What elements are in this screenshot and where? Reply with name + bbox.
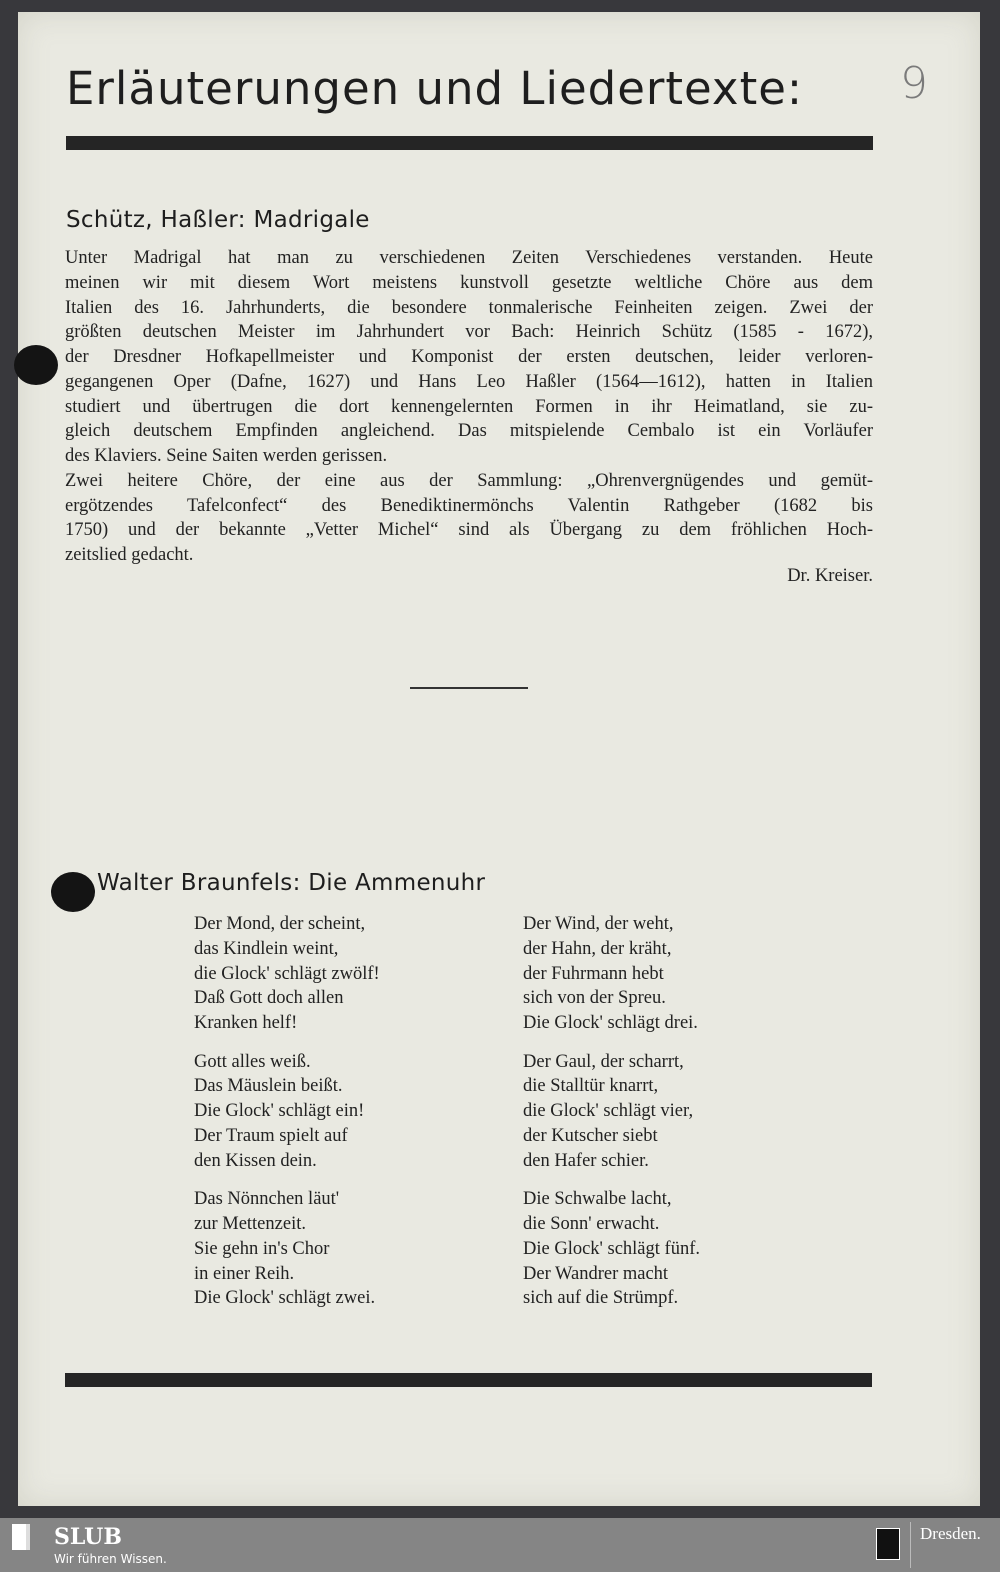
footer-bar: [0, 1518, 1000, 1572]
paragraph-line: Zwei heitere Chöre, der eine aus der Sammlung: „Ohrenvergnügendes und gemüt-: [65, 470, 873, 491]
verse-line: sich auf die Strümpf.: [523, 1288, 679, 1309]
verse-line: sich von der Spreu.: [523, 988, 666, 1009]
verse-line: den Kissen dein.: [194, 1150, 317, 1171]
punch-hole: [14, 345, 58, 385]
paragraph-line: gegangenen Oper (Dafne, 1627) und Hans Leo Haßler (1564—1612), hatten in Italien: [65, 371, 873, 392]
page-number: 9: [900, 58, 928, 109]
paragraph-line: des Klaviers. Seine Saiten werden gerissen.: [65, 446, 388, 466]
verse-line: die Stalltür knarrt,: [523, 1076, 659, 1097]
madrigale-paragraph: [65, 246, 873, 568]
paragraph-line: der Dresdner Hofkapellmeister und Komponist der ersten deutschen, leider verloren-: [65, 347, 873, 367]
poem-column-left: [194, 912, 380, 1325]
coat-of-arms-icon: [876, 1528, 900, 1560]
verse-line: der Hahn, der kräht,: [523, 938, 672, 959]
stanza: [523, 912, 700, 1036]
verse-line: Die Glock' schlägt ein!: [194, 1101, 365, 1122]
paragraph-line: studiert und übertrugen die dort kennengelernten Formen in ihr Heimatland, sie zu-: [65, 396, 873, 417]
title-rule: [66, 136, 873, 150]
section-heading-madrigale: Schütz, Haßler: Madrigale: [66, 207, 370, 233]
page-title: Erläuterungen und Liedertexte:: [66, 62, 804, 115]
verse-line: in einer Reih.: [194, 1263, 295, 1284]
paragraph-line: meinen wir mit diesem Wort meistens kunstvoll gesetzte weltliche Chöre aus dem: [65, 272, 873, 293]
verse-line: zur Mettenzeit.: [194, 1213, 306, 1234]
stanza: [194, 1050, 380, 1174]
paragraph-line: gleich deutschem Empfinden angleichend. Das mitspielende Cembalo ist ein Vorläufer: [65, 421, 873, 442]
verse-line: Die Schwalbe lacht,: [523, 1189, 672, 1210]
section-divider: [410, 687, 528, 689]
stanza: [523, 1050, 700, 1174]
signature: Dr. Kreiser.: [787, 566, 873, 586]
paragraph-line: Unter Madrigal hat man zu verschiedenen Zeiten Verschiedenes verstanden. Heute: [65, 248, 873, 268]
bottom-rule: [65, 1373, 872, 1387]
stanza: [194, 1187, 380, 1311]
stanza: [194, 912, 380, 1036]
verse-line: der Kutscher siebt: [523, 1125, 658, 1146]
punch-hole: [51, 872, 95, 912]
paragraph-line: größten deutschen Meister im Jahrhundert vor Bach: Heinrich Schütz (1585 - 1672),: [65, 322, 873, 343]
tagline: Wir führen Wissen.: [54, 1552, 167, 1566]
verse-line: Das Mäuslein beißt.: [194, 1076, 343, 1097]
verse-line: Die Glock' schlägt zwei.: [194, 1288, 376, 1309]
verse-line: Sie gehn in's Chor: [194, 1238, 330, 1259]
verse-line: die Glock' schlägt vier,: [523, 1101, 694, 1122]
dresden-logo[interactable]: Dresden.: [920, 1524, 981, 1543]
paragraph-line: 1750) und der bekannte „Vetter Michel“ sind als Übergang zu dem fröhlichen Hoch-: [65, 520, 873, 541]
paragraph-line: zeitslied gedacht.: [65, 545, 194, 565]
verse-line: Daß Gott doch allen: [194, 988, 344, 1009]
verse-line: Der Wind, der weht,: [523, 914, 674, 934]
stanza: [523, 1187, 700, 1311]
verse-line: Der Wandrer macht: [523, 1263, 669, 1284]
divider: [910, 1522, 911, 1568]
paragraph-line: Italien des 16. Jahrhunderts, die besondere tonmalerische Feinheiten zeigen. Zwei der: [65, 297, 873, 318]
verse-line: Gott alles weiß.: [194, 1051, 311, 1072]
verse-line: das Kindlein weint,: [194, 938, 339, 959]
verse-line: Kranken helf!: [194, 1013, 298, 1034]
document-page: [18, 12, 980, 1506]
verse-line: die Glock' schlägt zwölf!: [194, 963, 380, 984]
verse-line: Der Traum spielt auf: [194, 1125, 348, 1146]
verse-line: Die Glock' schlägt fünf.: [523, 1238, 700, 1259]
verse-line: den Hafer schier.: [523, 1150, 649, 1171]
verse-line: die Sonn' erwacht.: [523, 1213, 660, 1234]
book-icon: [12, 1524, 30, 1550]
verse-line: Der Mond, der scheint,: [194, 914, 366, 934]
paragraph-line: ergötzendes Tafelconfect“ des Benediktinermönchs Valentin Rathgeber (1682 bis: [65, 495, 873, 516]
brand-logo[interactable]: SLUB: [54, 1524, 122, 1550]
poem-column-right: [523, 912, 700, 1325]
verse-line: Der Gaul, der scharrt,: [523, 1051, 684, 1072]
verse-line: Die Glock' schlägt drei.: [523, 1013, 698, 1034]
verse-line: der Fuhrmann hebt: [523, 963, 664, 984]
section-heading-ammenuhr: Walter Braunfels: Die Ammenuhr: [97, 870, 486, 896]
verse-line: Das Nönnchen läut': [194, 1189, 340, 1210]
